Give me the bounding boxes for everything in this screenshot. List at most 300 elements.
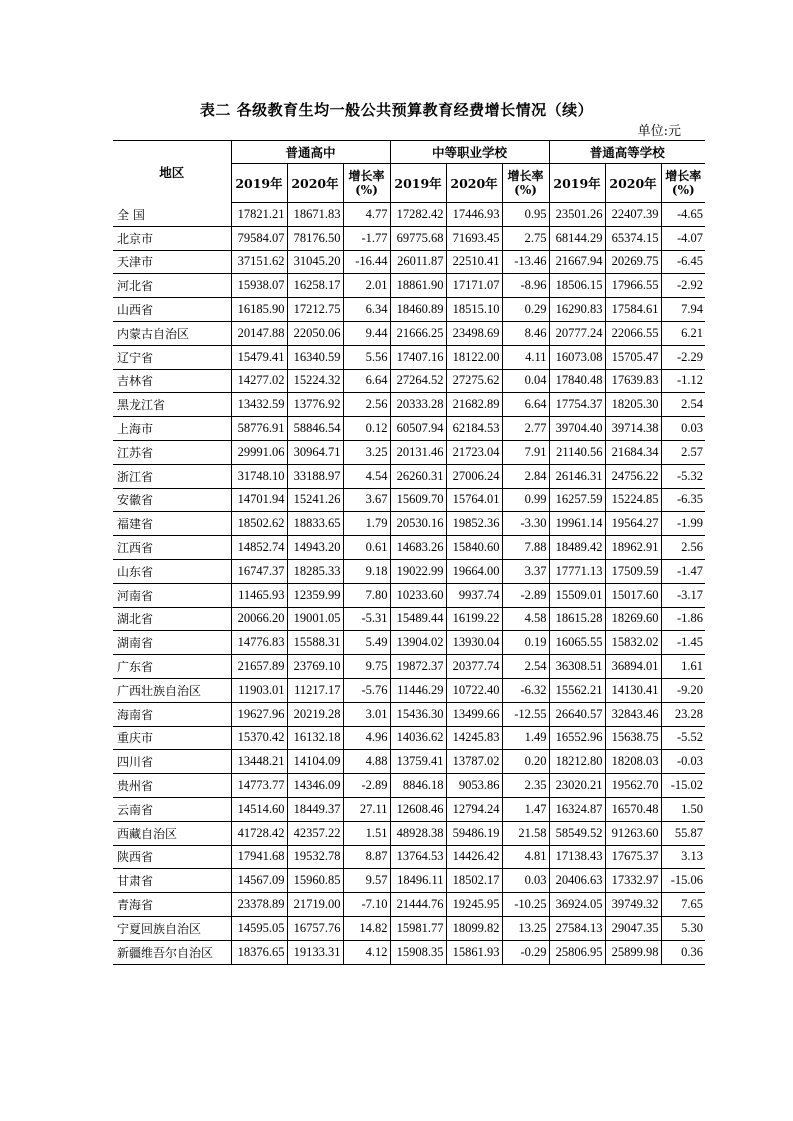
table-body (113, 203, 705, 965)
high-school-growth-cell: -5.76 (343, 678, 390, 702)
vocational-2019-cell: 21444.76 (390, 893, 446, 917)
higher-ed-2020-cell: 39749.32 (605, 893, 661, 917)
region-cell: 北京市 (113, 226, 231, 250)
higher-ed-growth-cell: 5.30 (661, 916, 705, 940)
growth-rate-label: 增长率 (507, 169, 544, 183)
table-row (113, 821, 705, 845)
year-2020-header: 2020年 (446, 164, 502, 203)
vocational-2019-cell: 14036.62 (390, 726, 446, 750)
vocational-2020-cell: 18502.17 (446, 869, 502, 893)
higher-ed-growth-cell: -5.52 (661, 726, 705, 750)
vocational-2019-cell: 10233.60 (390, 583, 446, 607)
region-cell: 贵州省 (113, 774, 231, 798)
higher-ed-growth-cell: 7.94 (661, 298, 705, 322)
high-school-growth-cell: 2.01 (343, 274, 390, 298)
region-cell: 内蒙古自治区 (113, 321, 231, 345)
vocational-2019-cell: 18861.90 (390, 274, 446, 298)
higher-ed-2019-cell: 16552.96 (549, 726, 605, 750)
high-school-2020-cell: 18833.65 (287, 512, 343, 536)
vocational-growth-cell: -2.89 (502, 583, 549, 607)
higher-ed-2020-cell: 17584.61 (605, 298, 661, 322)
vocational-2019-cell: 15609.70 (390, 488, 446, 512)
higher-ed-growth-cell: 3.13 (661, 845, 705, 869)
table-row (113, 607, 705, 631)
vocational-2020-cell: 71693.45 (446, 226, 502, 250)
growth-rate-unit: (%) (355, 183, 378, 197)
higher-ed-2020-cell: 18962.91 (605, 536, 661, 560)
vocational-2019-cell: 26011.87 (390, 250, 446, 274)
higher-ed-2020-cell: 24756.22 (605, 464, 661, 488)
high-school-2019-cell: 18502.62 (231, 512, 287, 536)
high-school-growth-cell: 3.67 (343, 488, 390, 512)
vocational-2020-cell: 14426.42 (446, 845, 502, 869)
vocational-growth-cell: 8.46 (502, 321, 549, 345)
higher-ed-2019-cell: 18212.80 (549, 750, 605, 774)
vocational-growth-cell: 0.29 (502, 298, 549, 322)
vocational-growth-cell: 7.91 (502, 440, 549, 464)
high-school-growth-cell: 6.64 (343, 369, 390, 393)
high-school-growth-cell: -2.89 (343, 774, 390, 798)
higher-ed-2020-cell: 15705.47 (605, 345, 661, 369)
vocational-growth-cell: -10.25 (502, 893, 549, 917)
high-school-growth-cell: -16.44 (343, 250, 390, 274)
high-school-2020-cell: 13776.92 (287, 393, 343, 417)
year-2020-header: 2020年 (287, 164, 343, 203)
high-school-growth-cell: 9.57 (343, 869, 390, 893)
growth-rate-label: 增长率 (348, 169, 385, 183)
higher-ed-2020-cell: 18208.03 (605, 750, 661, 774)
high-school-growth-cell: 0.12 (343, 417, 390, 441)
vocational-2020-cell: 20377.74 (446, 655, 502, 679)
table-row (113, 774, 705, 798)
vocational-growth-cell: 0.99 (502, 488, 549, 512)
higher-ed-growth-cell: -5.32 (661, 464, 705, 488)
higher-ed-growth-cell: -2.92 (661, 274, 705, 298)
higher-ed-2019-cell: 16065.55 (549, 631, 605, 655)
region-cell: 山西省 (113, 298, 231, 322)
vocational-growth-cell: -0.29 (502, 940, 549, 964)
higher-ed-growth-cell: -1.99 (661, 512, 705, 536)
vocational-growth-cell: 0.19 (502, 631, 549, 655)
high-school-2019-cell: 31748.10 (231, 464, 287, 488)
growth-rate-unit: (%) (514, 183, 537, 197)
year-2019-header: 2019年 (549, 164, 605, 203)
higher-ed-2019-cell: 15509.01 (549, 583, 605, 607)
region-cell: 辽宁省 (113, 345, 231, 369)
higher-ed-2020-cell: 17966.55 (605, 274, 661, 298)
table-row (113, 203, 705, 227)
high-school-2020-cell: 58846.54 (287, 417, 343, 441)
higher-ed-growth-cell: -4.65 (661, 203, 705, 227)
region-cell: 广东省 (113, 655, 231, 679)
vocational-growth-cell: 4.81 (502, 845, 549, 869)
vocational-2020-cell: 9053.86 (446, 774, 502, 798)
high-school-2020-cell: 23769.10 (287, 655, 343, 679)
higher-ed-2020-cell: 19564.27 (605, 512, 661, 536)
high-school-2020-cell: 33188.97 (287, 464, 343, 488)
vocational-growth-cell: 2.54 (502, 655, 549, 679)
higher-ed-2020-cell: 22066.55 (605, 321, 661, 345)
higher-ed-2019-cell: 26146.31 (549, 464, 605, 488)
region-cell: 西藏自治区 (113, 821, 231, 845)
vocational-2019-cell: 15981.77 (390, 916, 446, 940)
higher-ed-2020-cell: 17639.83 (605, 369, 661, 393)
vocational-2019-cell: 18460.89 (390, 298, 446, 322)
high-school-2019-cell: 20066.20 (231, 607, 287, 631)
higher-ed-growth-cell: 0.36 (661, 940, 705, 964)
vocational-2019-cell: 27264.52 (390, 369, 446, 393)
vocational-growth-cell: 2.35 (502, 774, 549, 798)
table-row (113, 797, 705, 821)
vocational-2019-cell: 17407.16 (390, 345, 446, 369)
vocational-2020-cell: 19245.95 (446, 893, 502, 917)
high-school-2020-cell: 18285.33 (287, 559, 343, 583)
higher-ed-2019-cell: 16257.59 (549, 488, 605, 512)
high-school-2019-cell: 13448.21 (231, 750, 287, 774)
high-school-2019-cell: 21657.89 (231, 655, 287, 679)
high-school-growth-cell: 0.61 (343, 536, 390, 560)
high-school-2020-cell: 19532.78 (287, 845, 343, 869)
growth-rate-unit: (%) (671, 183, 695, 197)
table-row (113, 345, 705, 369)
higher-ed-2020-cell: 21684.34 (605, 440, 661, 464)
higher-ed-growth-cell: 1.61 (661, 655, 705, 679)
higher-ed-2019-cell: 36924.05 (549, 893, 605, 917)
higher-ed-2020-cell: 15638.75 (605, 726, 661, 750)
growth-rate-header (343, 164, 390, 203)
table-row (113, 845, 705, 869)
higher-ed-growth-cell: -1.45 (661, 631, 705, 655)
higher-ed-2019-cell: 18615.28 (549, 607, 605, 631)
vocational-2020-cell: 21682.89 (446, 393, 502, 417)
high-school-2020-cell: 17212.75 (287, 298, 343, 322)
table-row (113, 417, 705, 441)
high-school-growth-cell: 2.56 (343, 393, 390, 417)
higher-ed-growth-cell: 2.57 (661, 440, 705, 464)
vocational-2020-cell: 13499.66 (446, 702, 502, 726)
vocational-2020-cell: 62184.53 (446, 417, 502, 441)
group-header-higher-ed: 普通高等学校 (549, 141, 705, 164)
region-cell: 福建省 (113, 512, 231, 536)
vocational-growth-cell: -12.55 (502, 702, 549, 726)
high-school-growth-cell: 1.51 (343, 821, 390, 845)
region-cell: 陕西省 (113, 845, 231, 869)
vocational-2019-cell: 20530.16 (390, 512, 446, 536)
vocational-growth-cell: 6.64 (502, 393, 549, 417)
higher-ed-2019-cell: 16290.83 (549, 298, 605, 322)
vocational-2019-cell: 14683.26 (390, 536, 446, 560)
vocational-growth-cell: 0.95 (502, 203, 549, 227)
higher-ed-2020-cell: 20269.75 (605, 250, 661, 274)
vocational-growth-cell: 2.75 (502, 226, 549, 250)
expenditure-table (113, 140, 705, 965)
high-school-2020-cell: 15588.31 (287, 631, 343, 655)
vocational-2020-cell: 13930.04 (446, 631, 502, 655)
high-school-2020-cell: 15224.32 (287, 369, 343, 393)
higher-ed-growth-cell: 2.54 (661, 393, 705, 417)
vocational-growth-cell: 7.88 (502, 536, 549, 560)
table-row (113, 226, 705, 250)
higher-ed-2019-cell: 20777.24 (549, 321, 605, 345)
vocational-2019-cell: 15908.35 (390, 940, 446, 964)
vocational-2019-cell: 17282.42 (390, 203, 446, 227)
table-row (113, 440, 705, 464)
higher-ed-growth-cell: -9.20 (661, 678, 705, 702)
group-header-high-school: 普通高中 (231, 141, 390, 164)
high-school-growth-cell: 6.34 (343, 298, 390, 322)
higher-ed-growth-cell: 6.21 (661, 321, 705, 345)
high-school-2019-cell: 16185.90 (231, 298, 287, 322)
higher-ed-2019-cell: 17771.13 (549, 559, 605, 583)
high-school-growth-cell: 4.88 (343, 750, 390, 774)
table-row (113, 702, 705, 726)
growth-rate-header (661, 164, 705, 203)
high-school-2019-cell: 79584.07 (231, 226, 287, 250)
higher-ed-2019-cell: 17840.48 (549, 369, 605, 393)
higher-ed-2019-cell: 15562.21 (549, 678, 605, 702)
high-school-2020-cell: 14104.09 (287, 750, 343, 774)
year-2019-header: 2019年 (390, 164, 446, 203)
high-school-2019-cell: 15938.07 (231, 274, 287, 298)
high-school-2019-cell: 15479.41 (231, 345, 287, 369)
region-cell: 全 国 (113, 203, 231, 227)
vocational-2019-cell: 69775.68 (390, 226, 446, 250)
high-school-2020-cell: 11217.17 (287, 678, 343, 702)
high-school-2020-cell: 21719.00 (287, 893, 343, 917)
vocational-2020-cell: 14245.83 (446, 726, 502, 750)
vocational-growth-cell: 1.47 (502, 797, 549, 821)
higher-ed-2020-cell: 36894.01 (605, 655, 661, 679)
high-school-2020-cell: 15241.26 (287, 488, 343, 512)
higher-ed-2020-cell: 91263.60 (605, 821, 661, 845)
year-2019-header: 2019年 (231, 164, 287, 203)
higher-ed-2019-cell: 16073.08 (549, 345, 605, 369)
vocational-2019-cell: 19872.37 (390, 655, 446, 679)
high-school-2019-cell: 15370.42 (231, 726, 287, 750)
high-school-2020-cell: 14943.20 (287, 536, 343, 560)
higher-ed-2020-cell: 18205.30 (605, 393, 661, 417)
high-school-2019-cell: 18376.65 (231, 940, 287, 964)
table-row (113, 298, 705, 322)
vocational-2019-cell: 13764.53 (390, 845, 446, 869)
vocational-2019-cell: 13904.02 (390, 631, 446, 655)
vocational-growth-cell: -13.46 (502, 250, 549, 274)
higher-ed-2020-cell: 22407.39 (605, 203, 661, 227)
table-row (113, 321, 705, 345)
higher-ed-2020-cell: 17332.97 (605, 869, 661, 893)
vocational-2020-cell: 15861.93 (446, 940, 502, 964)
vocational-growth-cell: -3.30 (502, 512, 549, 536)
vocational-growth-cell: 21.58 (502, 821, 549, 845)
high-school-2020-cell: 78176.50 (287, 226, 343, 250)
higher-ed-2020-cell: 39714.38 (605, 417, 661, 441)
table-row (113, 726, 705, 750)
vocational-2020-cell: 18515.10 (446, 298, 502, 322)
higher-ed-growth-cell: -6.45 (661, 250, 705, 274)
higher-ed-2019-cell: 23501.26 (549, 203, 605, 227)
vocational-2020-cell: 12794.24 (446, 797, 502, 821)
vocational-2019-cell: 20131.46 (390, 440, 446, 464)
higher-ed-2019-cell: 17138.43 (549, 845, 605, 869)
higher-ed-growth-cell: -1.86 (661, 607, 705, 631)
growth-rate-header (502, 164, 549, 203)
vocational-2020-cell: 23498.69 (446, 321, 502, 345)
vocational-2020-cell: 59486.19 (446, 821, 502, 845)
high-school-2019-cell: 14567.09 (231, 869, 287, 893)
high-school-2019-cell: 11903.01 (231, 678, 287, 702)
vocational-2020-cell: 16199.22 (446, 607, 502, 631)
table-row (113, 488, 705, 512)
higher-ed-growth-cell: -1.47 (661, 559, 705, 583)
high-school-growth-cell: 9.75 (343, 655, 390, 679)
higher-ed-2019-cell: 21667.94 (549, 250, 605, 274)
high-school-2019-cell: 14776.83 (231, 631, 287, 655)
higher-ed-growth-cell: 7.65 (661, 893, 705, 917)
higher-ed-growth-cell: 0.03 (661, 417, 705, 441)
high-school-2020-cell: 16340.59 (287, 345, 343, 369)
region-cell: 青海省 (113, 893, 231, 917)
high-school-2019-cell: 13432.59 (231, 393, 287, 417)
region-cell: 安徽省 (113, 488, 231, 512)
table-row (113, 369, 705, 393)
vocational-2020-cell: 19664.00 (446, 559, 502, 583)
higher-ed-growth-cell: -1.12 (661, 369, 705, 393)
region-cell: 四川省 (113, 750, 231, 774)
high-school-2020-cell: 15960.85 (287, 869, 343, 893)
high-school-growth-cell: 7.80 (343, 583, 390, 607)
vocational-2019-cell: 15436.30 (390, 702, 446, 726)
vocational-2019-cell: 13759.41 (390, 750, 446, 774)
higher-ed-2019-cell: 25806.95 (549, 940, 605, 964)
table-row (113, 940, 705, 964)
high-school-growth-cell: 4.12 (343, 940, 390, 964)
vocational-growth-cell: 1.49 (502, 726, 549, 750)
high-school-growth-cell: 27.11 (343, 797, 390, 821)
high-school-2019-cell: 14595.05 (231, 916, 287, 940)
higher-ed-2019-cell: 27584.13 (549, 916, 605, 940)
higher-ed-growth-cell: -6.35 (661, 488, 705, 512)
vocational-2019-cell: 48928.38 (390, 821, 446, 845)
high-school-2020-cell: 19133.31 (287, 940, 343, 964)
higher-ed-2019-cell: 26640.57 (549, 702, 605, 726)
region-header: 地区 (159, 164, 185, 180)
high-school-2019-cell: 41728.42 (231, 821, 287, 845)
high-school-2019-cell: 29991.06 (231, 440, 287, 464)
higher-ed-2019-cell: 16324.87 (549, 797, 605, 821)
high-school-growth-cell: 9.18 (343, 559, 390, 583)
region-cell: 浙江省 (113, 464, 231, 488)
vocational-2019-cell: 11446.29 (390, 678, 446, 702)
year-2020-header: 2020年 (605, 164, 661, 203)
table-row (113, 869, 705, 893)
high-school-growth-cell: 4.77 (343, 203, 390, 227)
high-school-2019-cell: 37151.62 (231, 250, 287, 274)
high-school-2020-cell: 42357.22 (287, 821, 343, 845)
high-school-2020-cell: 16258.17 (287, 274, 343, 298)
high-school-2020-cell: 22050.06 (287, 321, 343, 345)
region-cell: 上海市 (113, 417, 231, 441)
table-row (113, 893, 705, 917)
table-row (113, 583, 705, 607)
vocational-2020-cell: 21723.04 (446, 440, 502, 464)
high-school-growth-cell: 8.87 (343, 845, 390, 869)
higher-ed-2020-cell: 14130.41 (605, 678, 661, 702)
table-row (113, 512, 705, 536)
higher-ed-2019-cell: 18489.42 (549, 536, 605, 560)
higher-ed-growth-cell: -4.07 (661, 226, 705, 250)
higher-ed-2020-cell: 15832.02 (605, 631, 661, 655)
region-cell: 黑龙江省 (113, 393, 231, 417)
vocational-2019-cell: 18496.11 (390, 869, 446, 893)
region-cell: 海南省 (113, 702, 231, 726)
vocational-2020-cell: 10722.40 (446, 678, 502, 702)
vocational-2020-cell: 22510.41 (446, 250, 502, 274)
vocational-2020-cell: 19852.36 (446, 512, 502, 536)
high-school-2020-cell: 19001.05 (287, 607, 343, 631)
vocational-2020-cell: 17171.07 (446, 274, 502, 298)
vocational-growth-cell: 4.11 (502, 345, 549, 369)
growth-rate-label: 增长率 (665, 169, 702, 183)
higher-ed-2020-cell: 25899.98 (605, 940, 661, 964)
high-school-2020-cell: 18449.37 (287, 797, 343, 821)
higher-ed-2020-cell: 32843.46 (605, 702, 661, 726)
high-school-2019-cell: 17941.68 (231, 845, 287, 869)
high-school-2019-cell: 14701.94 (231, 488, 287, 512)
higher-ed-2020-cell: 65374.15 (605, 226, 661, 250)
region-cell: 湖南省 (113, 631, 231, 655)
higher-ed-2019-cell: 18506.15 (549, 274, 605, 298)
group-header-vocational: 中等职业学校 (390, 141, 549, 164)
vocational-2019-cell: 8846.18 (390, 774, 446, 798)
high-school-growth-cell: 5.56 (343, 345, 390, 369)
higher-ed-growth-cell: 23.28 (661, 702, 705, 726)
higher-ed-growth-cell: -15.06 (661, 869, 705, 893)
high-school-2019-cell: 14773.77 (231, 774, 287, 798)
vocational-2020-cell: 15764.01 (446, 488, 502, 512)
high-school-2020-cell: 12359.99 (287, 583, 343, 607)
unit-label: 单位:元 (637, 124, 681, 139)
high-school-growth-cell: -7.10 (343, 893, 390, 917)
high-school-growth-cell: 4.54 (343, 464, 390, 488)
vocational-growth-cell: 13.25 (502, 916, 549, 940)
high-school-growth-cell: 3.25 (343, 440, 390, 464)
table-row (113, 655, 705, 679)
table-row (113, 250, 705, 274)
high-school-growth-cell: 4.96 (343, 726, 390, 750)
higher-ed-2019-cell: 36308.51 (549, 655, 605, 679)
vocational-2020-cell: 18122.00 (446, 345, 502, 369)
table-row (113, 559, 705, 583)
vocational-2019-cell: 19022.99 (390, 559, 446, 583)
higher-ed-2020-cell: 17509.59 (605, 559, 661, 583)
table-row (113, 750, 705, 774)
vocational-2020-cell: 27275.62 (446, 369, 502, 393)
higher-ed-2019-cell: 58549.52 (549, 821, 605, 845)
higher-ed-growth-cell: -15.02 (661, 774, 705, 798)
higher-ed-2020-cell: 16570.48 (605, 797, 661, 821)
higher-ed-2020-cell: 18269.60 (605, 607, 661, 631)
higher-ed-2019-cell: 23020.21 (549, 774, 605, 798)
high-school-2019-cell: 17821.21 (231, 203, 287, 227)
high-school-2019-cell: 14277.02 (231, 369, 287, 393)
vocational-2019-cell: 21666.25 (390, 321, 446, 345)
high-school-2020-cell: 30964.71 (287, 440, 343, 464)
region-cell: 山东省 (113, 559, 231, 583)
region-cell: 吉林省 (113, 369, 231, 393)
region-cell: 宁夏回族自治区 (113, 916, 231, 940)
higher-ed-2020-cell: 15224.85 (605, 488, 661, 512)
vocational-growth-cell: 0.04 (502, 369, 549, 393)
